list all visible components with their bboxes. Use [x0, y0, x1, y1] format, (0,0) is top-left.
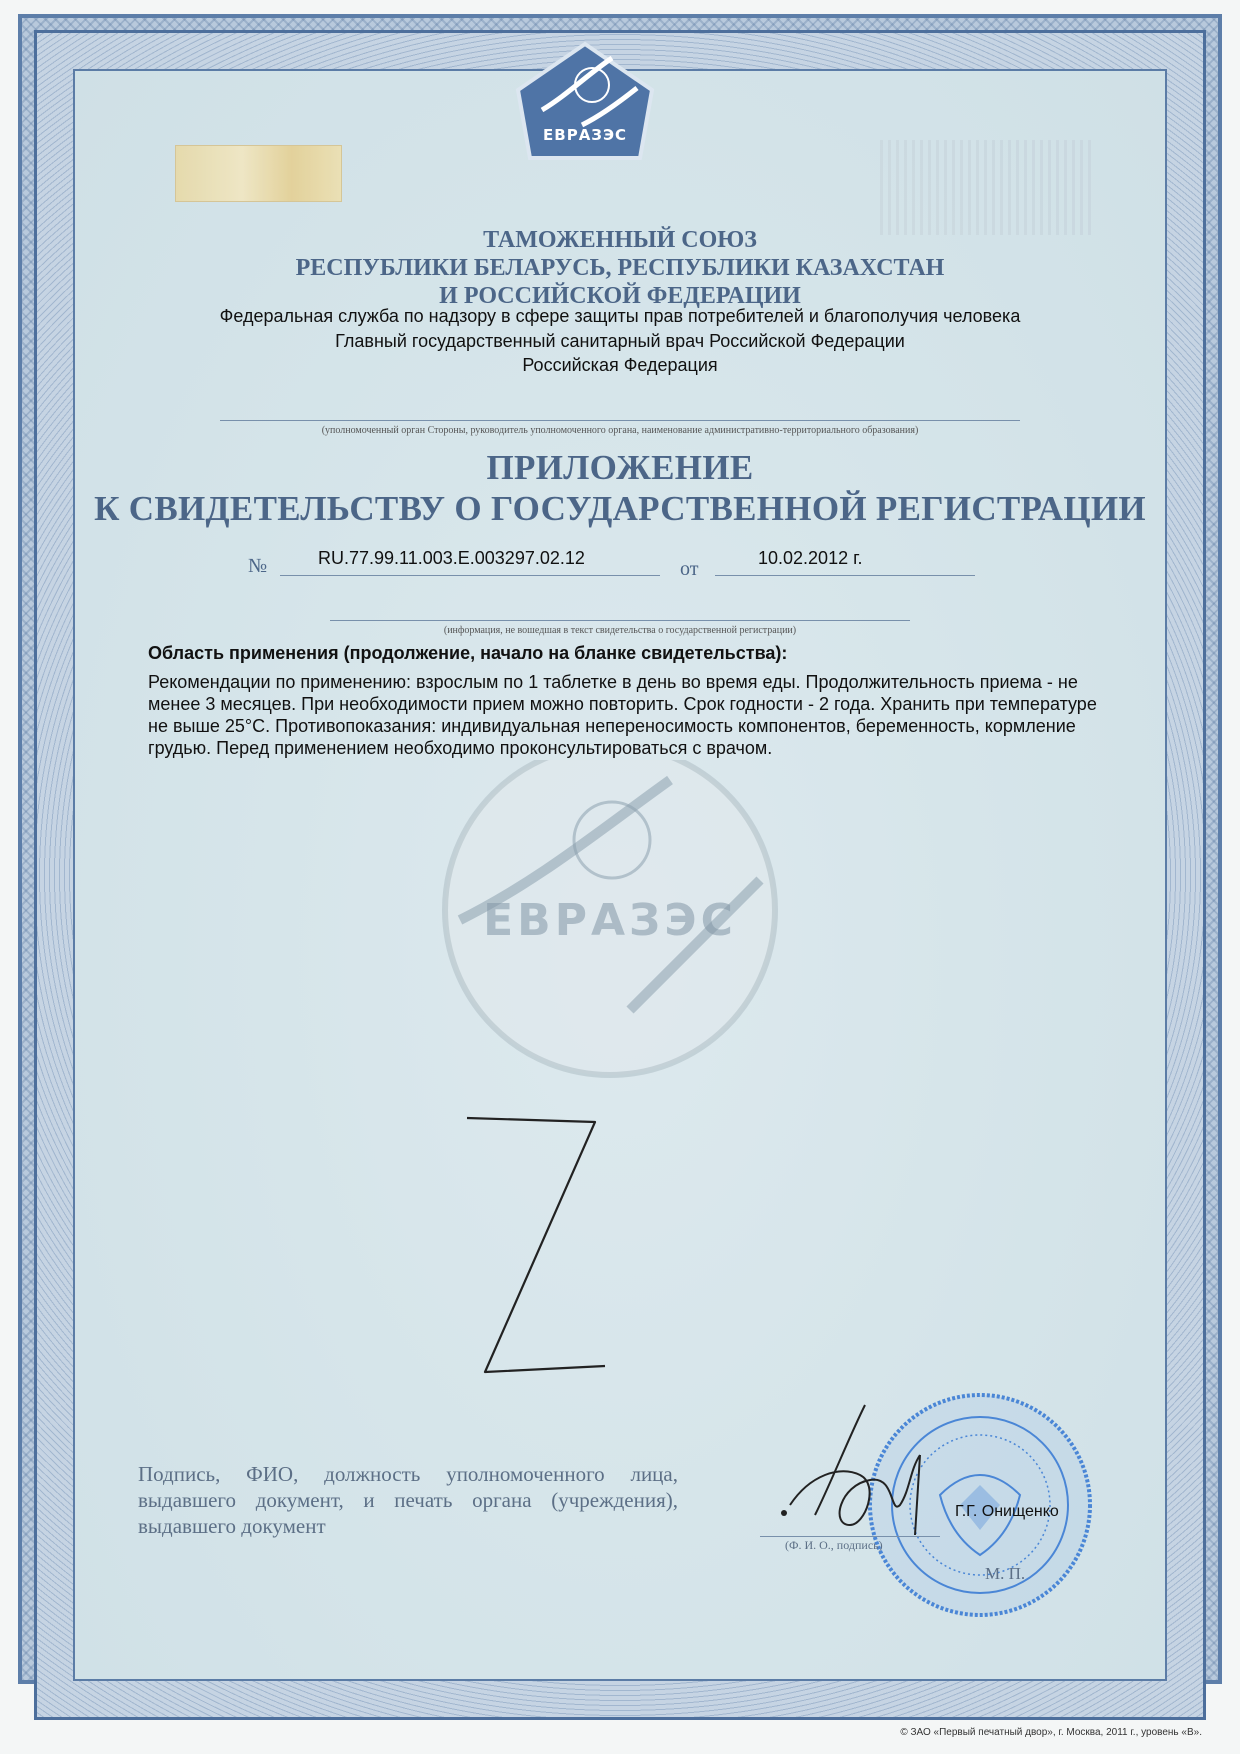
- registration-number: RU.77.99.11.003.E.003297.02.12: [318, 548, 585, 568]
- scope-text: Рекомендации по применению: взрослым по 1 таблетке в день во время еды. Продолжительность приема - не менее 3 месяцев. При необходимости прием можно повторить. Срок годности - 2 года. Хранить при температуре не выше 25°С. Противопоказания: индивидуальная непереносимость компонентов, беременность, кормление грудью. Перед применением необходимо проконсультироваться с врачом.: [148, 672, 1097, 758]
- signatory-name: Г.Г. Онищенко: [955, 1503, 1059, 1520]
- security-pattern: [880, 140, 1095, 235]
- hologram-strip: [175, 145, 342, 202]
- watermark-text: ЕВРАЗЭС: [483, 895, 737, 946]
- document-title-line-2: К СВИДЕТЕЛЬСТВУ О ГОСУДАРСТВЕННОЙ РЕГИСТРАЦИИ: [94, 489, 1146, 528]
- info-underline: [330, 620, 910, 621]
- signature-underline: [760, 1536, 940, 1537]
- header-line-2: РЕСПУБЛИКИ БЕЛАРУСЬ, РЕСПУБЛИКИ КАЗАХСТАН: [295, 255, 945, 281]
- registration-date: 10.02.2012 г.: [758, 548, 863, 568]
- seal-label: М. П.: [985, 1564, 1026, 1583]
- number-label: №: [248, 555, 268, 577]
- emblem-label: ЕВРАЗЭС: [543, 126, 627, 144]
- header-line-3: И РОССИЙСКОЙ ФЕДЕРАЦИИ: [439, 283, 801, 309]
- header-caption: (уполномоченный орган Стороны, руководитель уполномоченного органа, наименование административно-территориального образования): [321, 425, 919, 436]
- watermark-emblem: [400, 760, 820, 1090]
- date-label: от: [680, 558, 699, 580]
- signature-caption: (Ф. И. О., подпись): [785, 1538, 883, 1552]
- printer-imprint: © ЗАО «Первый печатный двор», г. Москва, 2011 г., уровень «В».: [900, 1727, 1202, 1738]
- signature-label: Подпись, ФИО, должность уполномоченного лица, выдавшего документ, и печать органа (учреждения), выдавшего документ: [138, 1462, 678, 1538]
- agency-name: Федеральная служба по надзору в сфере защиты прав потребителей и благополучия человека: [219, 306, 1021, 326]
- country-name: Российская Федерация: [522, 355, 718, 375]
- evrazes-emblem: [512, 40, 658, 172]
- date-underline: [715, 575, 975, 576]
- scope-heading: Область применения (продолжение, начало на бланке свидетельства):: [148, 643, 788, 663]
- signature-scribble: [770, 1395, 960, 1555]
- document-title-line-1: ПРИЛОЖЕНИЕ: [486, 448, 754, 487]
- header-underline: [220, 420, 1020, 421]
- number-underline: [280, 575, 660, 576]
- header-line-1: ТАМОЖЕННЫЙ СОЮЗ: [483, 227, 757, 253]
- handwritten-mark: [455, 1110, 615, 1390]
- info-caption: (информация, не вошедшая в текст свидетельства о государственной регистрации): [443, 625, 797, 636]
- officer-title: Главный государственный санитарный врач Российской Федерации: [335, 331, 905, 351]
